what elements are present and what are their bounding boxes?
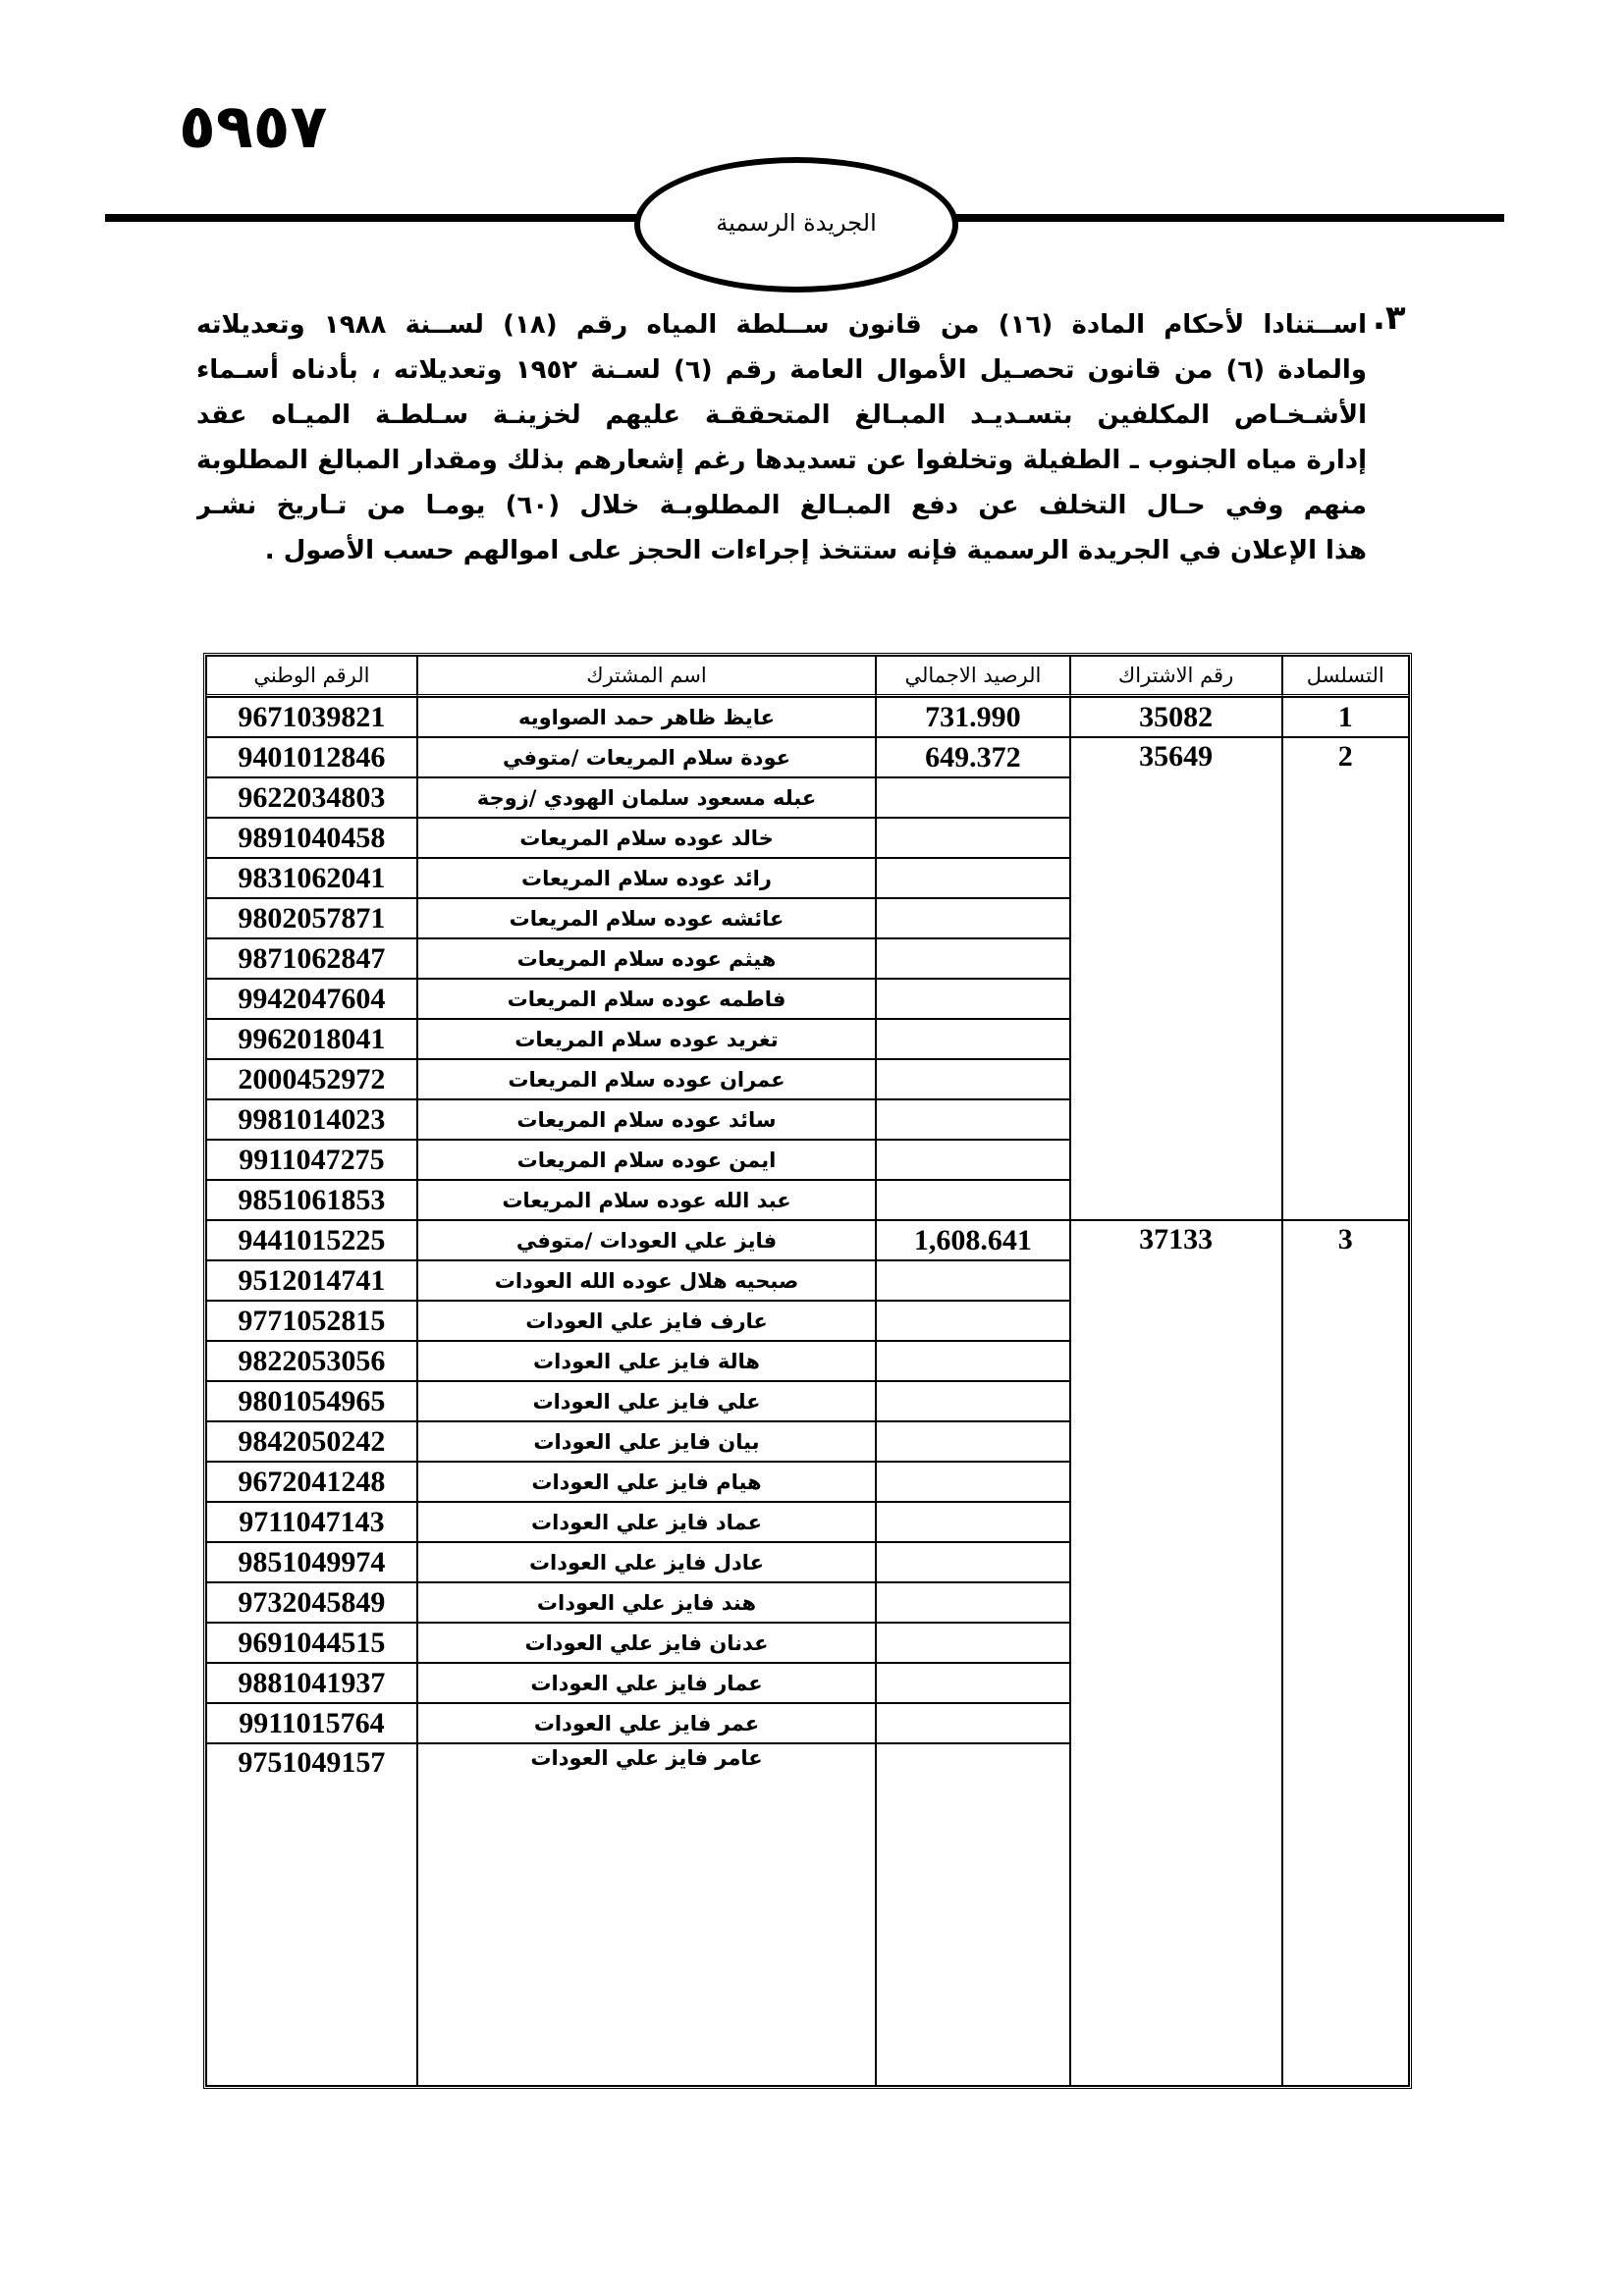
- subscriber-name-cell: رائد عوده سلام المريعات: [417, 858, 876, 898]
- balance-cell: [876, 1582, 1070, 1623]
- national-id-cell: 9981014023: [206, 1099, 417, 1140]
- header-subscription: رقم الاشتراك: [1070, 656, 1282, 697]
- balance-cell: [876, 1099, 1070, 1140]
- balance-cell: [876, 1140, 1070, 1180]
- national-id-cell: 9671039821: [206, 697, 417, 737]
- subscriber-name-cell: بيان فايز علي العودات: [417, 1421, 876, 1462]
- subscriber-name-cell: سائد عوده سلام المريعات: [417, 1099, 876, 1140]
- national-id-cell: 9831062041: [206, 858, 417, 898]
- national-id-cell: 9851061853: [206, 1180, 417, 1220]
- subscriber-name-cell: عمران عوده سلام المريعات: [417, 1059, 876, 1099]
- subscriber-name-cell: تغريد عوده سلام المريعات: [417, 1019, 876, 1059]
- subscriber-name-cell: فايز علي العودات /متوفي: [417, 1220, 876, 1260]
- national-id-cell: 9822053056: [206, 1341, 417, 1381]
- national-id-cell: 9871062847: [206, 938, 417, 979]
- national-id-cell: 2000452972: [206, 1059, 417, 1099]
- balance-cell: [876, 1260, 1070, 1301]
- subscriber-name-cell: عايظ ظاهر حمد الصواويه: [417, 697, 876, 737]
- national-id-cell: 9401012846: [206, 737, 417, 777]
- national-id-cell: 9851049974: [206, 1542, 417, 1582]
- balance-cell: [876, 1421, 1070, 1462]
- national-id-cell: 9842050242: [206, 1421, 417, 1462]
- subscriber-name-cell: هالة فايز علي العودات: [417, 1341, 876, 1381]
- paragraph-line: الأشـخـاص المكلفين بتسـديـد المبـالغ المتحققـة عليهم لخزينـة سـلطـة الميـاه عقد: [196, 400, 1367, 430]
- balance-cell: 731.990: [876, 697, 1070, 737]
- balance-cell: [876, 1623, 1070, 1663]
- national-id-cell: 9711047143: [206, 1502, 417, 1542]
- subscriber-name-cell: عادل فايز علي العودات: [417, 1542, 876, 1582]
- balance-cell: [876, 1381, 1070, 1421]
- seq-cell: 2: [1282, 737, 1410, 1220]
- balance-cell: [876, 1462, 1070, 1502]
- subscription-cell: 35082: [1070, 697, 1282, 737]
- national-id-cell: 9512014741: [206, 1260, 417, 1301]
- table-body: [206, 697, 1409, 2086]
- balance-cell: [876, 858, 1070, 898]
- subscriber-name-cell: عبد الله عوده سلام المريعات: [417, 1180, 876, 1220]
- page-number: ٥٩٥٧: [179, 90, 328, 162]
- subscriber-name-cell: صبحيه هلال عوده الله العودات: [417, 1260, 876, 1301]
- item-number: ٣.: [1373, 298, 1406, 338]
- balance-cell: [876, 1703, 1070, 1743]
- subscriber-name-cell: عودة سلام المريعات /متوفي: [417, 737, 876, 777]
- seq-cell: 1: [1282, 697, 1410, 737]
- balance-cell: [876, 1341, 1070, 1381]
- national-id-cell: 9771052815: [206, 1301, 417, 1341]
- national-id-cell: 9802057871: [206, 898, 417, 938]
- national-id-cell: 9962018041: [206, 1019, 417, 1059]
- balance-cell: [876, 938, 1070, 979]
- paragraph-line: هذا الإعلان في الجريدة الرسمية فإنه ستتخذ إجراءات الحجز على اموالهم حسب الأصول .: [264, 536, 1367, 565]
- balance-cell: [876, 1743, 1070, 2086]
- balance-cell: 1,608.641: [876, 1220, 1070, 1260]
- subscriber-name-cell: عدنان فايز علي العودات: [417, 1623, 876, 1663]
- national-id-cell: 9751049157: [206, 1743, 417, 2086]
- paragraph-line: منهم وفي حـال التخلف عن دفع المبـالغ المطلوبـة خلال (٦٠) يومـا من تـاريخ نشـر: [196, 491, 1367, 520]
- balance-cell: [876, 1019, 1070, 1059]
- national-id-cell: 9911047275: [206, 1140, 417, 1180]
- paragraph-line: إدارة مياه الجنوب ـ الطفيلة وتخلفوا عن تسديدها رغم إشعارهم بذلك ومقدار المبالغ المطلوبة: [196, 446, 1367, 475]
- table-header-row: [206, 656, 1409, 697]
- subscriber-name-cell: هيام فايز علي العودات: [417, 1462, 876, 1502]
- debtors-table: [203, 653, 1412, 2089]
- table-row: [206, 1220, 1409, 1260]
- subscriber-name-cell: عائشه عوده سلام المريعات: [417, 898, 876, 938]
- national-id-cell: 9622034803: [206, 777, 417, 818]
- subscriber-name-cell: هند فايز علي العودات: [417, 1582, 876, 1623]
- table-row: [206, 697, 1409, 737]
- balance-cell: [876, 777, 1070, 818]
- subscriber-name-cell: عبله مسعود سلمان الهودي /زوجة: [417, 777, 876, 818]
- national-id-cell: 9691044515: [206, 1623, 417, 1663]
- national-id-cell: 9881041937: [206, 1663, 417, 1703]
- balance-cell: [876, 1180, 1070, 1220]
- subscriber-name-cell: عمار فايز علي العودات: [417, 1663, 876, 1703]
- national-id-cell: 9801054965: [206, 1381, 417, 1421]
- subscriber-name-cell: هيثم عوده سلام المريعات: [417, 938, 876, 979]
- national-id-cell: 9441015225: [206, 1220, 417, 1260]
- subscriber-name-cell: علي فايز علي العودات: [417, 1381, 876, 1421]
- table-row: [206, 737, 1409, 777]
- paragraph-line: والمادة (٦) من قانون تحصـيل الأموال العامة رقم (٦) لسـنة ١٩٥٢ وتعديلاته ، بأدناه أسـماء: [196, 355, 1367, 385]
- seq-cell: 3: [1282, 1220, 1410, 2086]
- balance-cell: [876, 979, 1070, 1019]
- balance-cell: [876, 1059, 1070, 1099]
- national-id-cell: 9942047604: [206, 979, 417, 1019]
- national-id-cell: 9891040458: [206, 818, 417, 858]
- gazette-title: الجريدة الرسمية: [716, 209, 877, 237]
- subscriber-name-cell: عمر فايز علي العودات: [417, 1703, 876, 1743]
- subscriber-name-cell: عارف فايز علي العودات: [417, 1301, 876, 1341]
- balance-cell: [876, 1542, 1070, 1582]
- header-name: اسم المشترك: [417, 656, 876, 697]
- balance-cell: 649.372: [876, 737, 1070, 777]
- subscriber-name-cell: خالد عوده سلام المريعات: [417, 818, 876, 858]
- national-id-cell: 9732045849: [206, 1582, 417, 1623]
- header-national-id: الرقم الوطني: [206, 656, 417, 697]
- balance-cell: [876, 818, 1070, 858]
- balance-cell: [876, 1663, 1070, 1703]
- national-id-cell: 9911015764: [206, 1703, 417, 1743]
- subscription-cell: 35649: [1070, 737, 1282, 1220]
- header-balance: الرصيد الاجمالي: [876, 656, 1070, 697]
- balance-cell: [876, 1502, 1070, 1542]
- paragraph-line: اســتنادا لأحكام المادة (١٦) من قانون ســلطة المياه رقم (١٨) لســنة ١٩٨٨ وتعديلاته: [196, 310, 1367, 340]
- balance-cell: [876, 898, 1070, 938]
- subscription-cell: 37133: [1070, 1220, 1282, 2086]
- balance-cell: [876, 1301, 1070, 1341]
- national-id-cell: 9672041248: [206, 1462, 417, 1502]
- header-seq: التسلسل: [1282, 656, 1410, 697]
- subscriber-name-cell: فاطمه عوده سلام المريعات: [417, 979, 876, 1019]
- header-oval: [634, 157, 958, 293]
- subscriber-name-cell: عامر فايز علي العودات: [417, 1743, 876, 2086]
- subscriber-name-cell: عماد فايز علي العودات: [417, 1502, 876, 1542]
- announcement-paragraph: [196, 302, 1367, 573]
- subscriber-name-cell: ايمن عوده سلام المريعات: [417, 1140, 876, 1180]
